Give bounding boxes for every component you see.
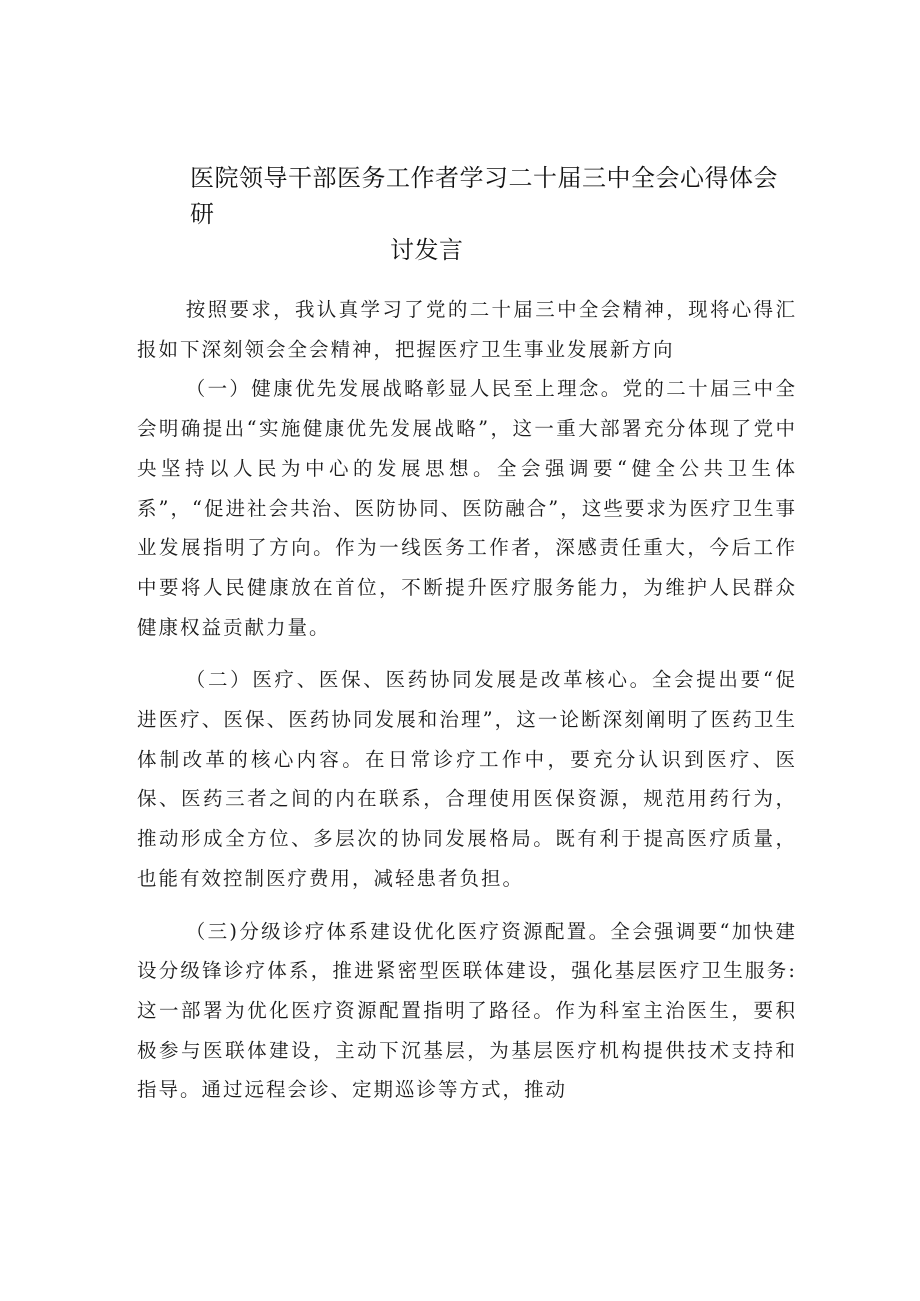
paragraph-section-3: （三)分级诊疗体系建设优化医疗资源配置。全会强调要“加快建设分级锋诊疗体系，推进紧密型医联体建设，强化基层医疗卫生服务:这一部署为优化医疗资源配置指明了路径。作为科室主治医生，要积极参与医联体建设，主动下沉基层，为基层医疗机构提供技术支持和指导。通过远程会诊、定期巡诊等方式，推动 — [137, 919, 797, 1102]
paragraph-intro: 按照要求，我认真学习了党的二十届三中全会精神，现将心得汇报如下深刻领会全会精神，把握医疗卫生事业发展新方向 — [137, 298, 797, 361]
document-body — [137, 290, 797, 1110]
page-title — [190, 160, 790, 268]
title-line-1: 医院领导干部医务工作者学习二十届三中全会心得体会研 — [190, 164, 778, 228]
title-line-2: 讨发言 — [390, 236, 464, 264]
paragraph-section-2: （二）医疗、医保、医药协同发展是改革核心。全会提出要“促进医疗、医保、医药协同发展和治理”，这一论断深刻阐明了医药卫生体制改革的核心内容。在日常诊疗工作中，要充分认识到医疗、医保、医药三者之间的内在联系，合理使用医保资源，规范用药行为，推动形成全方位、多层次的协同发展格局。既有利于提高医疗质量，也能有效控制医疗费用，减轻患者负担。 — [137, 668, 797, 890]
paragraph-section-1: （一）健康优先发展战略彰显人民至上理念。党的二十届三中全会明确提出“实施健康优先发展战略”，这一重大部署充分体现了党中央坚持以人民为中心的发展思想。全会强调要“健全公共卫生体系”，“促进社会共治、医防协同、医防融合”，这些要求为医疗卫生事业发展指明了方向。作为一线医务工作者，深感责任重大，今后工作中要将人民健康放在首位，不断提升医疗服务能力，为维护人民群众健康权益贡献力量。 — [137, 377, 797, 639]
